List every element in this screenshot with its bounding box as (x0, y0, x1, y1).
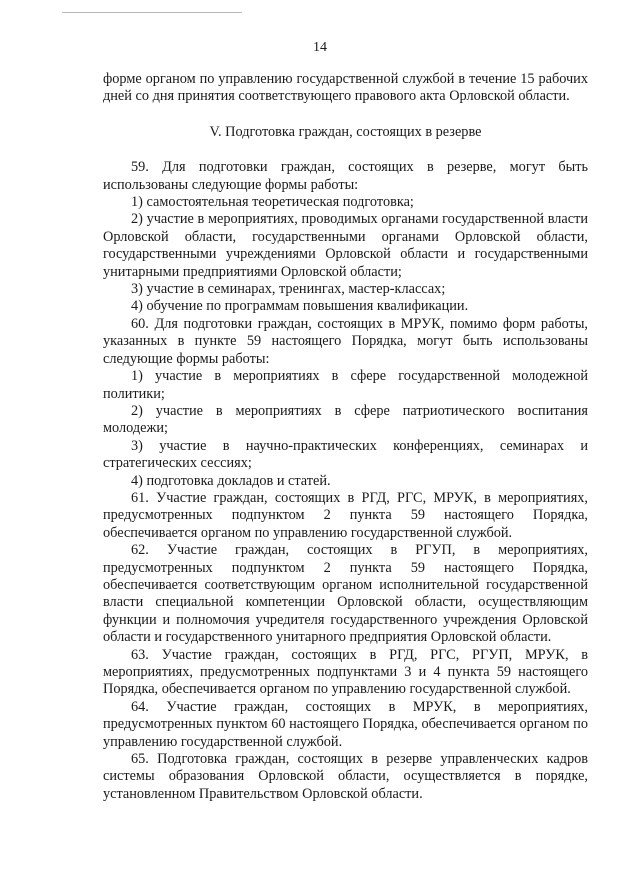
section-heading: V. Подготовка граждан, состоящих в резерве (209, 123, 482, 140)
paragraph: 63. Участие граждан, состоящих в РГД, РГС, РГУП, МРУК, в мероприятиях, предусмотренных подпунктами 3 и 4 пункта 59 настоящего Порядка, обеспечивается органом по управлению государственной службой. (103, 646, 588, 698)
paragraph: 2) участие в мероприятиях в сфере патриотического воспитания молодежи; (103, 402, 588, 437)
intro-paragraph: форме органом по управлению государственной службой в течение 15 рабочих дней со дня принятия соответствующего правового акта Орловской области. (103, 71, 588, 105)
paragraph: 3) участие в семинарах, тренингах, мастер-классах; (131, 281, 446, 298)
paragraph: 61. Участие граждан, состоящих в РГД, РГС, МРУК, в мероприятиях, предусмотренных подпунктом 2 пункта 59 настоящего Порядка, обеспечивается органом по управлению государственной службой. (103, 489, 588, 541)
paragraph-list (103, 159, 588, 803)
document-body (103, 71, 588, 803)
page-number: 14 (313, 40, 327, 55)
paragraph: 65. Подготовка граждан, состоящих в резерве управленческих кадров системы образования Орловской области, осуществляется в порядке, установленном Правительством Орловской области. (103, 751, 588, 802)
paragraph: 2) участие в мероприятиях, проводимых органами государственной власти Орловской области, государственными органами Орловской области, государственными учреждениями Орловской области и государственными унитарными предприятиями Орловской области; (103, 211, 588, 280)
paragraph: 62. Участие граждан, состоящих в РГУП, в мероприятиях, предусмотренных подпунктом 2 пункта 59 настоящего Порядка, обеспечивается соответствующим органом исполнительной государственной власти специальной компетенции Орловской области, осуществляющим функции и полномочия учредителя государственного учреждения Орловской области и государственного унитарного предприятия Орловской области. (103, 542, 588, 646)
paragraph: 4) обучение по программам повышения квалификации. (131, 298, 469, 315)
paragraph: 1) участие в мероприятиях в сфере государственной молодежной политики; (103, 368, 588, 402)
scan-artifact-line (62, 12, 242, 13)
paragraph: 64. Участие граждан, состоящих в МРУК, в мероприятиях, предусмотренных пунктом 60 настоящего Порядка, обеспечивается органом по управлению государственной службой. (103, 698, 588, 750)
paragraph: 1) самостоятельная теоретическая подготовка; (131, 194, 414, 211)
paragraph: 60. Для подготовки граждан, состоящих в МРУК, помимо форм работы, указанных в пункте 59 настоящего Порядка, могут быть использованы следующие формы работы: (103, 315, 588, 367)
paragraph: 3) участие в научно-практических конференциях, семинарах и стратегических сессиях; (103, 437, 588, 472)
paragraph: 4) подготовка докладов и статей. (131, 472, 331, 489)
paragraph: 59. Для подготовки граждан, состоящих в резерве, могут быть использованы следующие формы работы: (103, 159, 588, 193)
